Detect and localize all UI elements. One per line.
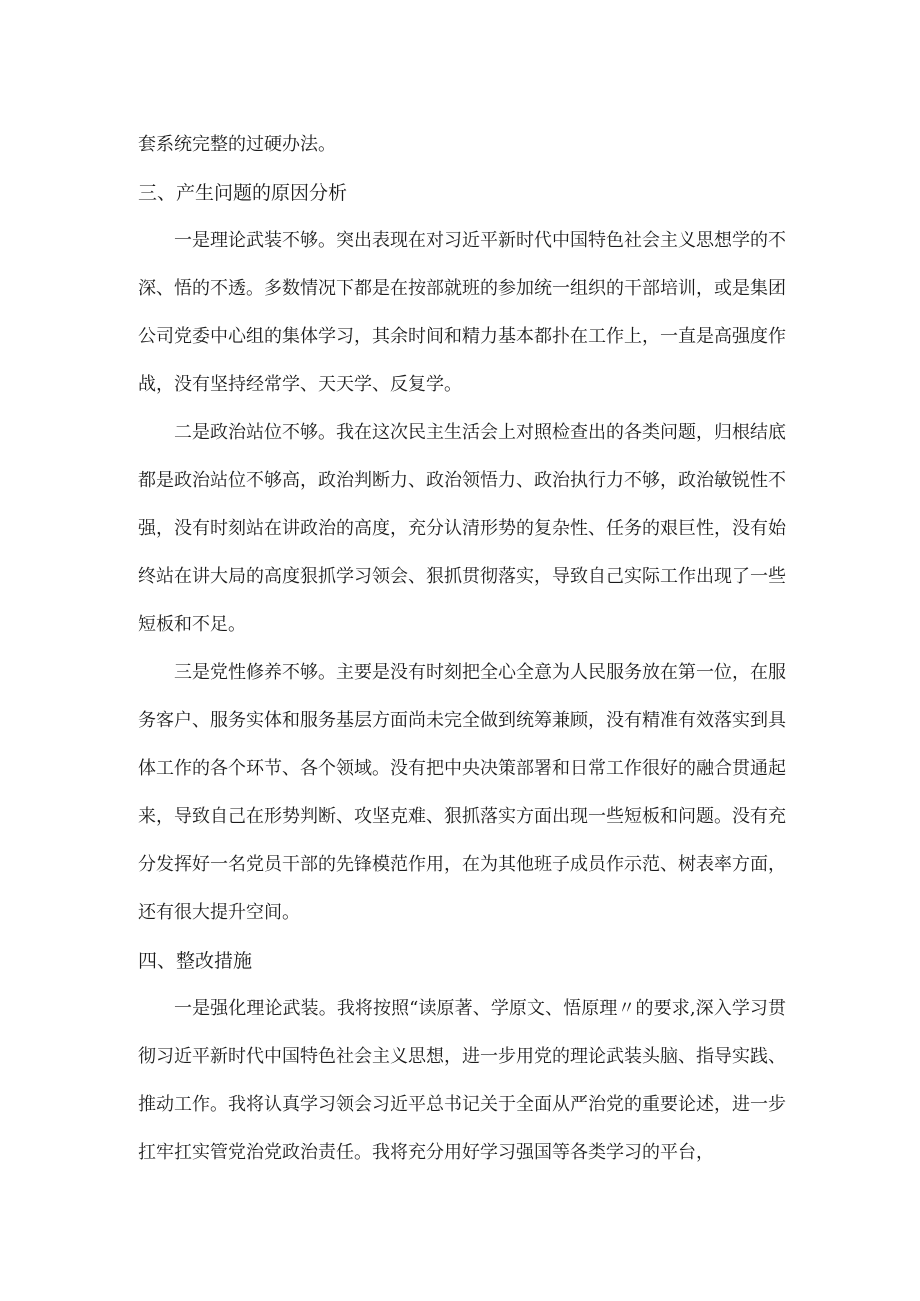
document-body xyxy=(138,121,786,1177)
paragraph-strengthen-theory: 一是强化理论武装。我将按照“读原著、学原文、悟原理〃的要求,深入学习贯彻习近平新时代中国特色社会主义思想，进一步用党的理论武装头脑、指导实践、推动工作。我将认真学习领会习近平总书记关于全面从严治党的重要论述，进一步扛牢扛实管党治党政治责任。我将充分用好学习强国等各类学习的平台， xyxy=(138,998,786,1163)
paragraph-party-spirit: 三是党性修养不够。主要是没有时刻把全心全意为人民服务放在第一位，在服务客户、服务实体和服务基层方面尚未完全做到统筹兼顾，没有精准有效落实到具体工作的各个环节、各个领域。没有把中央决策部署和日常工作很好的融合贯通起来，导致自己在形势判断、攻坚克难、狠抓落实方面出现一些短板和问题。没有充分发挥好一名党员干部的先锋模范作用，在为其他班子成员作示范、树表率方面，还有很大提升空间。 xyxy=(138,662,786,923)
section-heading-causes: 三、产生问题的原因分析 xyxy=(138,182,348,204)
paragraph-political-stance: 二是政治站位不够。我在这次民主生活会上对照检查出的各类问题，归根结底都是政治站位不够高，政治判断力、政治领悟力、政治执行力不够，政治敏锐性不强，没有时刻站在讲政治的高度，充分认清形势的复杂性、任务的艰巨性，没有始终站在讲大局的高度狠抓学习领会、狠抓贯彻落实，导致自己实际工作出现了一些短板和不足。 xyxy=(138,422,786,635)
paragraph-theory: 一是理论武装不够。突出表现在对习近平新时代中国特色社会主义思想学的不深、悟的不透。多数情况下都是在按部就班的参加统一组织的干部培训，或是集团公司党委中心组的集体学习，其余时间和精力基本都扑在工作上，一直是高强度作战，没有坚持经常学、天天学、反复学。 xyxy=(138,230,786,395)
section-heading-measures: 四、整改措施 xyxy=(138,950,253,972)
paragraph-continuation: 套系统完整的过硬办法。 xyxy=(138,134,336,155)
